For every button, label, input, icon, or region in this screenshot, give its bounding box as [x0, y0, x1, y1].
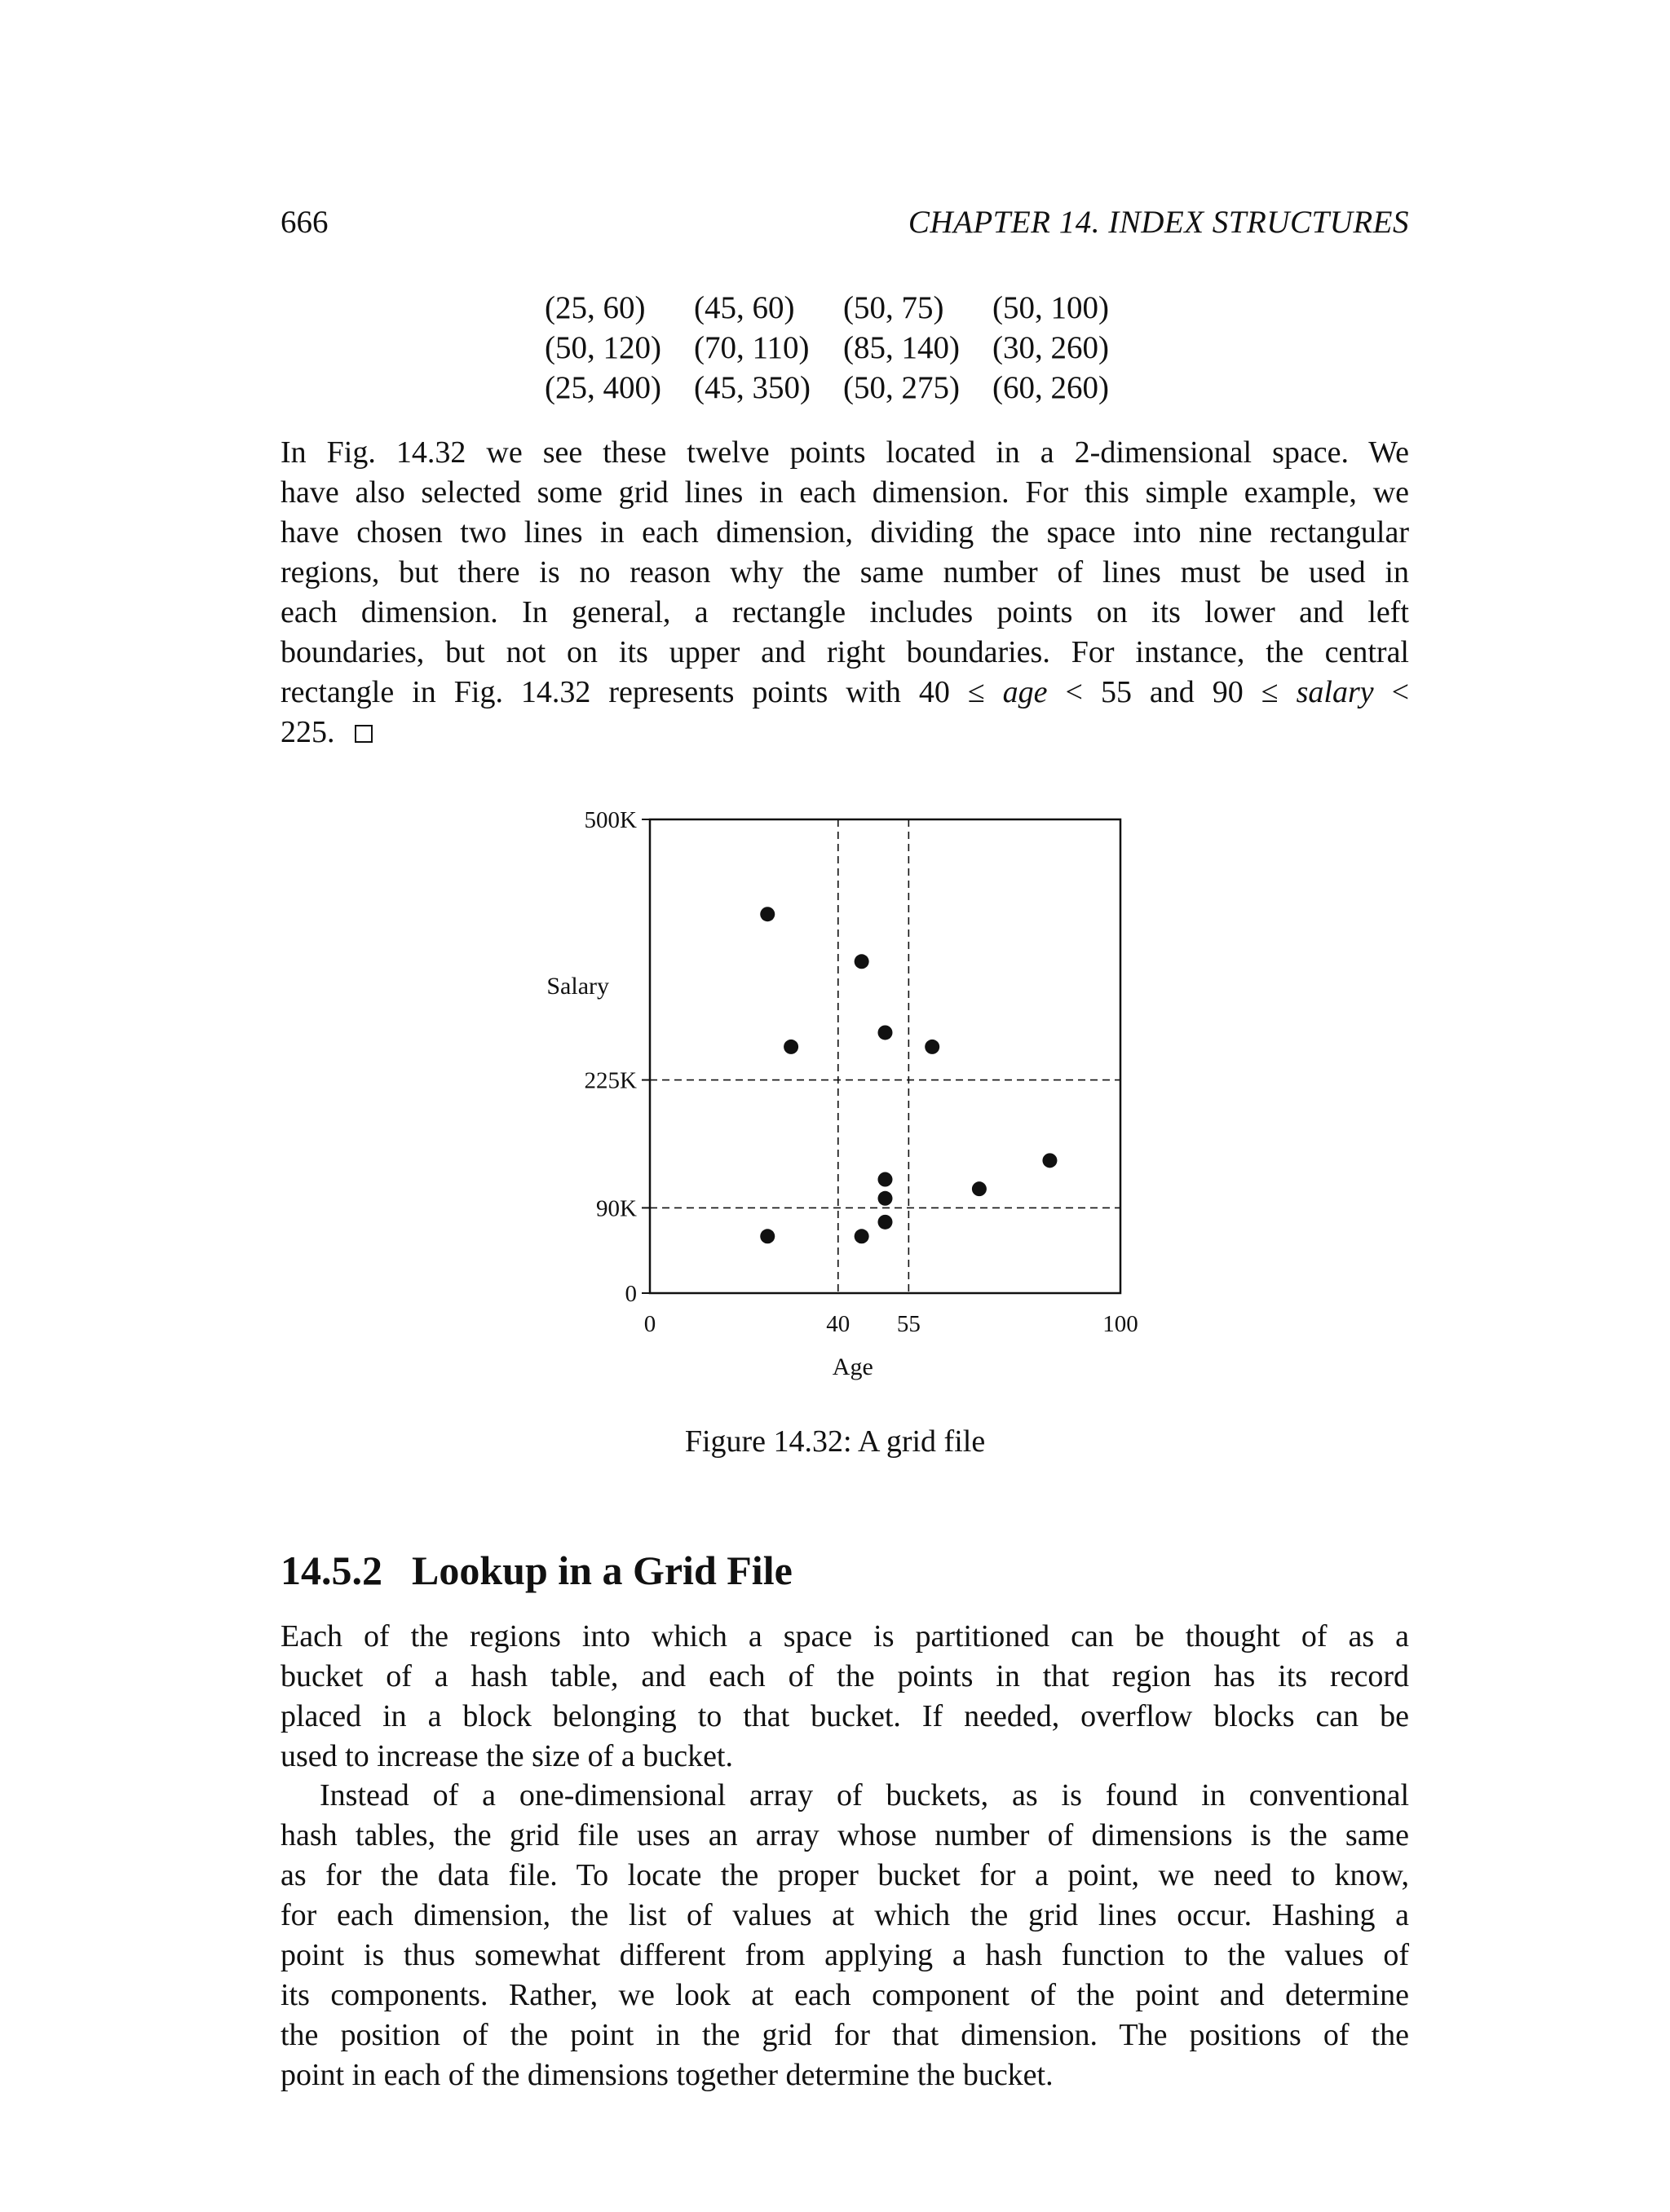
- math-age: age: [1002, 675, 1048, 709]
- section-number: 14.5.2: [281, 1548, 382, 1593]
- data-point: [878, 1215, 893, 1230]
- x-tick-label: 100: [1102, 1311, 1138, 1337]
- text-line: [281, 713, 1409, 753]
- table-cell: (45, 60): [693, 290, 795, 325]
- text-line: Each of the regions into which a space is partitioned can be thought of as a: [281, 1619, 1409, 1653]
- text-line: regions, but there is no reason why the same number of lines must be used in: [281, 555, 1409, 589]
- text-line: used to increase the size of a bucket.: [281, 1739, 733, 1773]
- text-line: have also selected some grid lines in each dimension. For this simple example, we: [281, 475, 1409, 510]
- data-point: [855, 954, 869, 969]
- grid-file-chart: [489, 783, 1191, 1386]
- table-cell: (50, 275): [842, 370, 960, 405]
- y-tick-label: 0: [625, 1281, 637, 1307]
- text-line: placed in a block belonging to that bucket. If needed, overflow blocks can be: [281, 1699, 1409, 1733]
- text-line: its components. Rather, we look at each component of the point and determine: [281, 1978, 1409, 2012]
- table-cell: (50, 75): [842, 290, 944, 325]
- data-point: [925, 1040, 939, 1054]
- table-cell: (50, 120): [545, 330, 661, 365]
- text-line: boundaries, but not on its upper and right boundaries. For instance, the central: [281, 635, 1409, 669]
- table-cell: (70, 110): [693, 330, 810, 365]
- text-fragment: < 55 and 90 ≤: [1047, 675, 1297, 709]
- table-cell: (50, 100): [992, 290, 1109, 325]
- x-tick-label: 0: [643, 1311, 656, 1337]
- page-number: 666: [281, 205, 329, 240]
- table-row: [545, 328, 1142, 368]
- figure-caption: Figure 14.32: A grid file: [684, 1424, 986, 1459]
- qed-box-icon: [355, 725, 373, 743]
- text-line: [281, 673, 1409, 713]
- y-axis-label: Salary: [546, 973, 609, 1000]
- table-cell: (60, 260): [992, 370, 1109, 405]
- data-point: [1042, 1153, 1057, 1168]
- table-cell: (85, 140): [842, 330, 960, 365]
- text-line: for each dimension, the list of values at which the grid lines occur. Hashing a: [281, 1898, 1409, 1932]
- text-fragment: <: [1373, 675, 1410, 709]
- y-tick-label: 500K: [584, 807, 637, 833]
- data-point: [878, 1025, 893, 1040]
- section-heading: [281, 1547, 793, 1594]
- paragraph-array: [281, 1776, 1409, 2095]
- text-line: Instead of a one-dimensional array of buckets, as is found in conventional: [320, 1778, 1409, 1812]
- table-cell: (25, 60): [545, 290, 646, 325]
- text-line: bucket of a hash table, and each of the points in that region has its record: [281, 1659, 1409, 1693]
- table-row: [545, 368, 1142, 408]
- data-point: [878, 1172, 893, 1187]
- text-line: hash tables, the grid file uses an array whose number of dimensions is the same: [281, 1818, 1409, 1852]
- data-point: [760, 1229, 775, 1243]
- text-line: point in each of the dimensions together determine the bucket.: [281, 2058, 1054, 2092]
- paragraph-buckets: [281, 1617, 1409, 1777]
- table-cell: (25, 400): [545, 370, 661, 405]
- math-salary: salary: [1296, 675, 1374, 709]
- text-line: have chosen two lines in each dimension, dividing the space into nine rectangular: [281, 515, 1409, 550]
- points-table: [545, 288, 1142, 408]
- data-point: [784, 1040, 798, 1054]
- text-fragment: rectangle in Fig. 14.32 represents points with 40 ≤: [281, 675, 1003, 709]
- paragraph-intro: [281, 433, 1409, 753]
- table-row: [545, 288, 1142, 328]
- table-cell: (45, 350): [693, 370, 811, 405]
- x-tick-label: 55: [896, 1311, 921, 1337]
- running-head: CHAPTER 14. INDEX STRUCTURES: [908, 205, 1409, 240]
- x-axis-label: Age: [832, 1353, 873, 1380]
- text-fragment: 225.: [281, 715, 335, 749]
- section-title: Lookup in a Grid File: [412, 1548, 793, 1593]
- text-line: each dimension. In general, a rectangle includes points on its lower and left: [281, 595, 1409, 629]
- data-point: [855, 1229, 869, 1243]
- table-cell: (30, 260): [992, 330, 1109, 365]
- text-line: In Fig. 14.32 we see these twelve points located in a 2-dimensional space. We: [281, 435, 1409, 470]
- data-point: [878, 1191, 893, 1206]
- data-point: [972, 1181, 987, 1196]
- text-line: the position of the point in the grid for that dimension. The positions of the: [281, 2018, 1409, 2052]
- text-line: point is thus somewhat different from applying a hash function to the values of: [281, 1938, 1409, 1972]
- x-tick-label: 40: [826, 1311, 850, 1337]
- text-line: as for the data file. To locate the proper bucket for a point, we need to know,: [281, 1858, 1409, 1892]
- y-tick-label: 90K: [596, 1195, 637, 1222]
- y-tick-label: 225K: [584, 1067, 637, 1094]
- data-point: [760, 907, 775, 921]
